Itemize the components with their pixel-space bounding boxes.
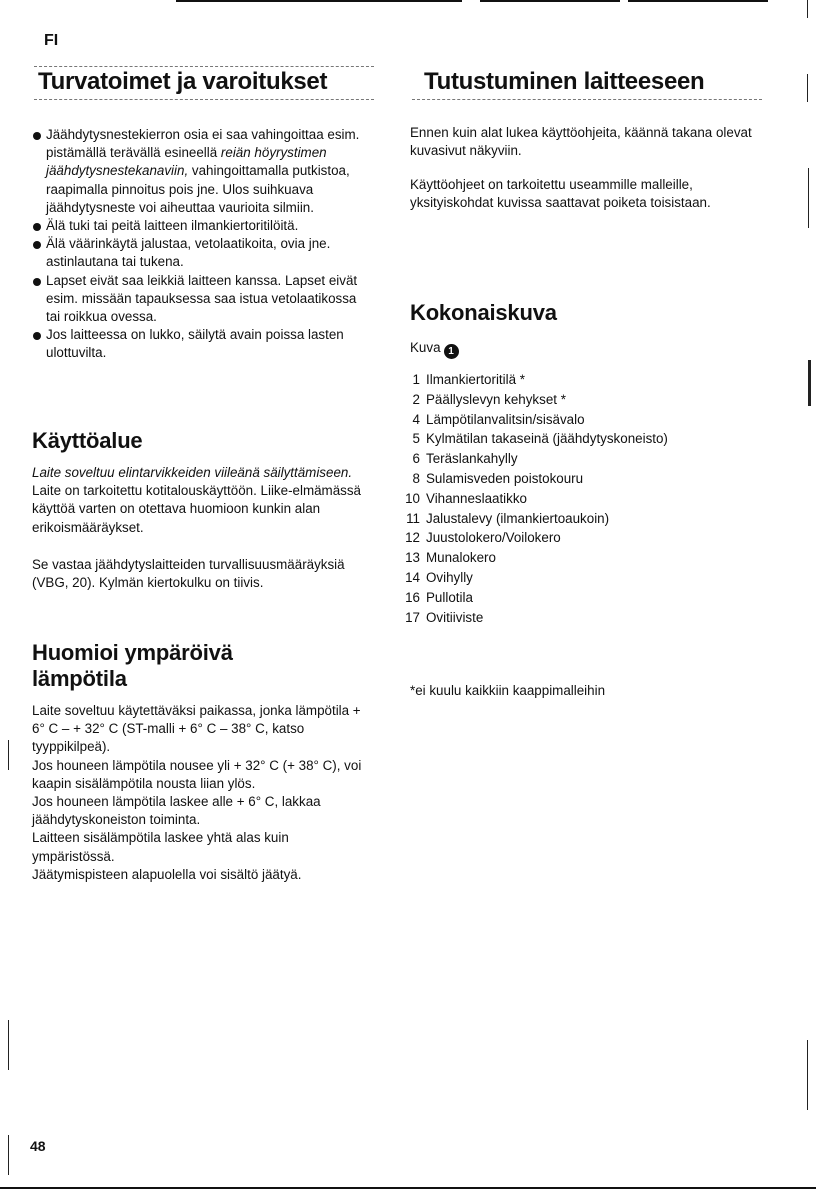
part-label: Pullotila xyxy=(426,589,473,605)
list-item xyxy=(398,370,768,390)
intro-heading: Tutustuminen laitteeseen xyxy=(424,68,705,95)
list-item xyxy=(32,217,362,235)
parts-list xyxy=(398,370,768,627)
part-number: 13 xyxy=(405,550,420,566)
page-number: 48 xyxy=(30,1138,46,1154)
usage-paragraph-1 xyxy=(32,464,362,537)
part-label: Juustolokero/Voilokero xyxy=(426,530,561,546)
list-item xyxy=(398,390,768,410)
temperature-line: Jos houneen lämpötila nousee yli + 32° C (+ 38° C), voi kaapin sisälämpötila nousta liian ylös. xyxy=(32,757,362,791)
list-item xyxy=(398,588,768,608)
usage-heading: Käyttöalue xyxy=(32,428,143,453)
intro-paragraph-2: Käyttöohjeet on tarkoitettu useammille malleille, yksityiskohdat kuvissa saattavat poiketa toisistaan. xyxy=(410,177,711,211)
list-item xyxy=(32,326,362,362)
part-number: 8 xyxy=(412,470,420,486)
footnote: *ei kuulu kaikkiin kaappimalleihin xyxy=(410,683,606,698)
list-item xyxy=(32,272,362,327)
top-rule-mid xyxy=(480,0,620,2)
part-number: 4 xyxy=(412,411,420,427)
list-item xyxy=(398,469,768,489)
heading-rule-top xyxy=(34,66,374,67)
list-item xyxy=(32,126,362,217)
part-number: 10 xyxy=(405,490,420,506)
part-number: 6 xyxy=(412,451,420,467)
language-code: FI xyxy=(44,32,59,49)
temperature-line: Laite soveltuu käytettäväksi paikassa, jonka lämpötila + 6° C – + 32° C (ST-malli + 6° C – 38° C, katso tyyppikilpeä). xyxy=(32,703,361,755)
part-label: Vihanneslaatikko xyxy=(426,490,527,506)
list-item xyxy=(32,235,362,271)
part-number: 11 xyxy=(406,510,420,526)
list-item xyxy=(398,489,768,509)
part-label: Ilmankiertoritilä * xyxy=(426,372,525,387)
bullet-text: Älä tuki tai peitä laitteen ilmankiertoritilöitä. xyxy=(46,218,299,234)
figure-reference xyxy=(410,340,459,359)
temperature-line: Laitteen sisälämpötila laskee yhtä alas kuin ympäristössä. xyxy=(32,830,289,864)
part-label: Teräslankahylly xyxy=(426,451,518,467)
part-label: Munalokero xyxy=(426,550,496,566)
temperature-heading: Huomioi ympäröivä lämpötila xyxy=(32,640,233,691)
bullet-text: Jäähdytysnestekierron osia ei saa vahingoittaa esim. pistämällä terävällä esineellä xyxy=(46,127,360,161)
usage-italic-text: Laite soveltuu elintarvikkeiden viileänä säilyttämiseen. xyxy=(32,465,353,480)
margin-mark xyxy=(807,0,808,18)
top-rule-right xyxy=(628,0,768,2)
list-item xyxy=(398,528,768,548)
safety-list xyxy=(32,126,362,363)
part-label: Päällyslevyn kehykset * xyxy=(426,391,566,407)
margin-mark xyxy=(8,1135,9,1175)
part-number: 16 xyxy=(405,589,420,605)
part-number: 5 xyxy=(412,431,420,447)
margin-mark xyxy=(807,1040,808,1110)
part-label: Ovitiiviste xyxy=(426,609,484,625)
figure-label: Kuva xyxy=(410,340,441,355)
part-label: Lämpötilanvalitsin/sisävalo xyxy=(426,411,585,427)
part-label: Sulamisveden poistokouru xyxy=(426,470,584,486)
part-number: 12 xyxy=(405,530,420,546)
temperature-line: Jäätymispisteen alapuolella voi sisältö jäätyä. xyxy=(32,866,302,882)
list-item xyxy=(398,429,768,449)
part-number: 2 xyxy=(412,391,420,407)
bullet-text: vahingoittamalla putkistoa, raapimalla pinnoitus pois jne. Ulos suihkuava jäähdytysneste voi aiheuttaa vaurioita silmiin. xyxy=(46,163,350,215)
heading-rule-bottom xyxy=(34,99,374,100)
margin-mark xyxy=(808,360,811,406)
list-item xyxy=(398,608,768,628)
margin-mark xyxy=(807,74,808,102)
intro-paragraph-1: Ennen kuin alat lukea käyttöohjeita, käännä takana olevat kuvasivut näkyviin. xyxy=(410,125,752,159)
usage-text: Laite on tarkoitettu kotitalouskäyttöön. Liike-elmämässä käyttöä varten on otettava huomioon kunkin alan erikoismääräykset. xyxy=(32,483,361,535)
margin-mark xyxy=(808,168,809,228)
heading-rule-bottom xyxy=(412,99,762,100)
part-label: Ovihylly xyxy=(426,569,473,585)
bullet-text: Jos laitteessa on lukko, säilytä avain poissa lasten ulottuvilta. xyxy=(46,327,344,361)
list-item xyxy=(398,449,768,469)
part-number: 1 xyxy=(412,372,420,387)
list-item xyxy=(398,509,768,529)
margin-mark xyxy=(8,740,9,770)
safety-heading: Turvatoimet ja varoitukset xyxy=(38,68,328,95)
bullet-text: Älä väärinkäytä jalustaa, vetolaatikoita, ovia jne. astinlautana tai tukena. xyxy=(46,236,331,270)
list-item xyxy=(398,410,768,430)
top-rule-left xyxy=(176,0,462,2)
overview-heading: Kokonaiskuva xyxy=(410,300,557,325)
part-label: Jalustalevy (ilmankiertoaukoin) xyxy=(426,510,610,526)
usage-paragraph-2: Se vastaa jäähdytyslaitteiden turvallisuusmääräyksiä (VBG, 20). Kylmän kiertokulku on tiivis. xyxy=(32,557,345,591)
part-number: 14 xyxy=(405,569,420,585)
part-number: 17 xyxy=(405,609,420,625)
temperature-line: Jos houneen lämpötila laskee alle + 6° C, lakkaa jäähdytyskoneiston toiminta. xyxy=(32,794,321,828)
bullet-text-italic: reiän höyrystimen jäähdytysnestekanaviin, xyxy=(46,145,327,179)
margin-mark xyxy=(8,1020,9,1070)
part-label: Kylmätilan takaseinä (jäähdytyskoneisto) xyxy=(426,431,668,447)
list-item xyxy=(398,548,768,568)
list-item xyxy=(398,568,768,588)
bullet-text: Lapset eivät saa leikkiä laitteen kanssa. Lapset eivät esim. missään tapauksessa saa istua vetolaatikossa tai roikkua ovessa. xyxy=(46,272,358,325)
temperature-text xyxy=(32,702,362,884)
figure-number-badge: 1 xyxy=(444,344,459,359)
